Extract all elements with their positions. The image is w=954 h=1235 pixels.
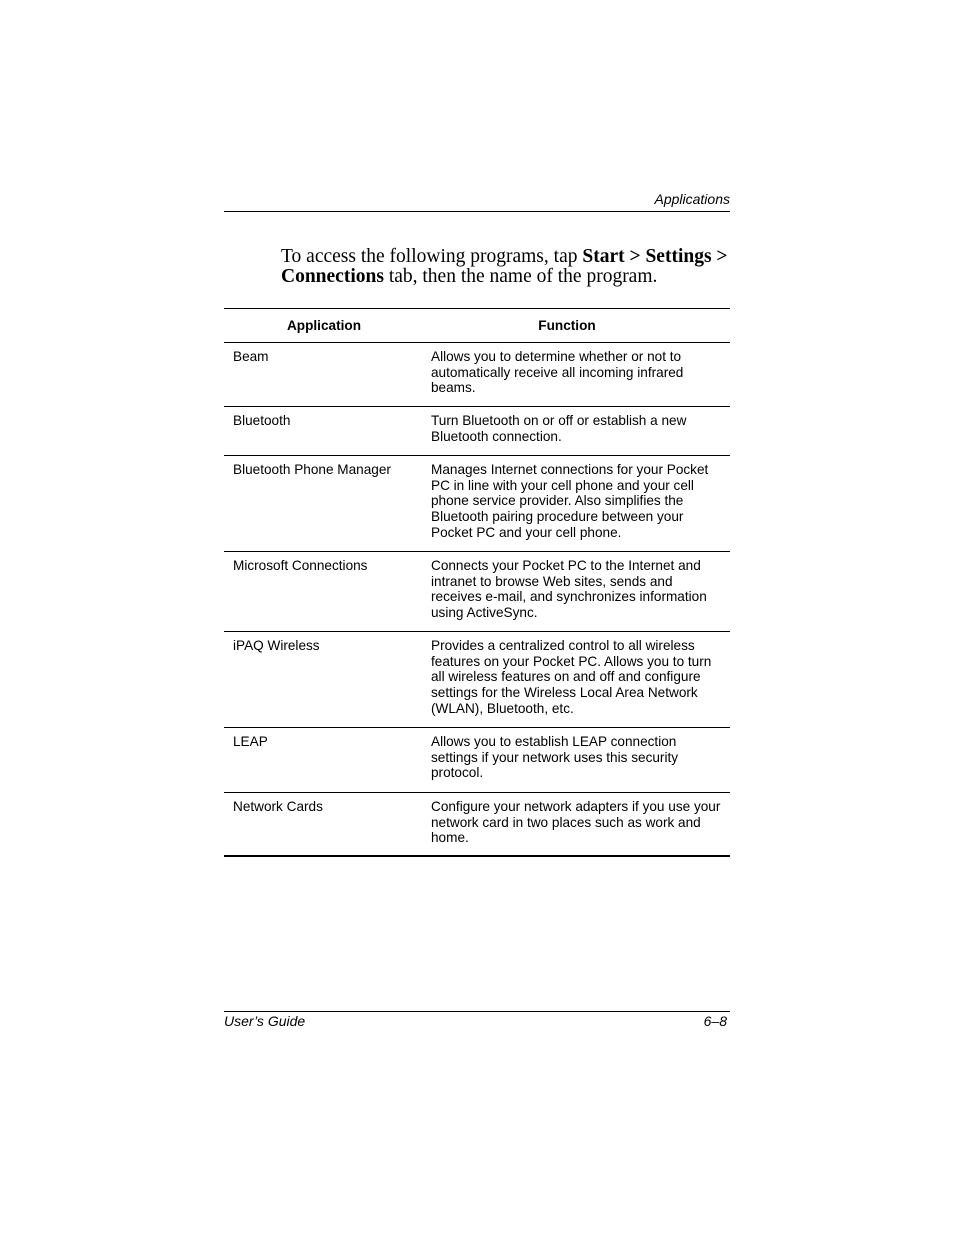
footer-divider [224,1011,730,1012]
table-row [224,551,730,631]
column-header-application: Application [286,317,361,333]
column-header-function: Function [538,317,596,333]
application-cell: LEAP [233,734,268,749]
function-cell: Turn Bluetooth on or off or establish a new Bluetooth connection. [431,413,687,444]
footer-guide-title: User’s Guide [224,1013,306,1029]
footer-page-number: 6–8 [703,1013,727,1029]
intro-prefix: To access the following programs, tap [281,246,583,267]
running-header-title: Applications [654,191,730,207]
table-row [224,727,730,792]
intro-paragraph [281,247,731,287]
function-cell: Manages Internet connections for your Pocket PC in line with your cell phone and your cell phone service provider. Also simplifies the Bluetooth pairing procedure between your Pocket PC and your cell phone. [431,462,709,540]
applications-table [224,308,730,857]
function-cell: Connects your Pocket PC to the Internet and intranet to browse Web sites, sends and receives e-mail, and synchronizes information using ActiveSync. [431,558,707,621]
application-cell: Bluetooth Phone Manager [233,462,391,477]
table-row [224,406,730,455]
function-cell: Configure your network adapters if you use your network card in two places such as work and home. [431,799,721,846]
application-cell: iPAQ Wireless [233,638,320,653]
intro-suffix: tab, then the name of the program. [383,266,658,287]
function-cell: Provides a centralized control to all wireless features on your Pocket PC. Allows you to turn all wireless features on and off and configure settings for the Wireless Local Area Network (WLAN), Bluetooth, etc. [431,638,712,716]
function-cell: Allows you to determine whether or not to automatically receive all incoming infrared beams. [431,349,684,396]
header-divider [224,211,730,212]
function-cell: Allows you to establish LEAP connection settings if your network uses this security protocol. [431,734,679,781]
table-row [224,342,730,406]
application-cell: Beam [233,349,269,364]
application-cell: Network Cards [233,799,323,814]
table-row [224,631,730,727]
intro-bold-path: Start > Settings > Connections [281,246,728,287]
table-row [224,792,730,855]
application-cell: Microsoft Connections [233,558,368,573]
table-row [224,455,730,551]
application-cell: Bluetooth [233,413,291,428]
table-header-row [224,309,730,342]
